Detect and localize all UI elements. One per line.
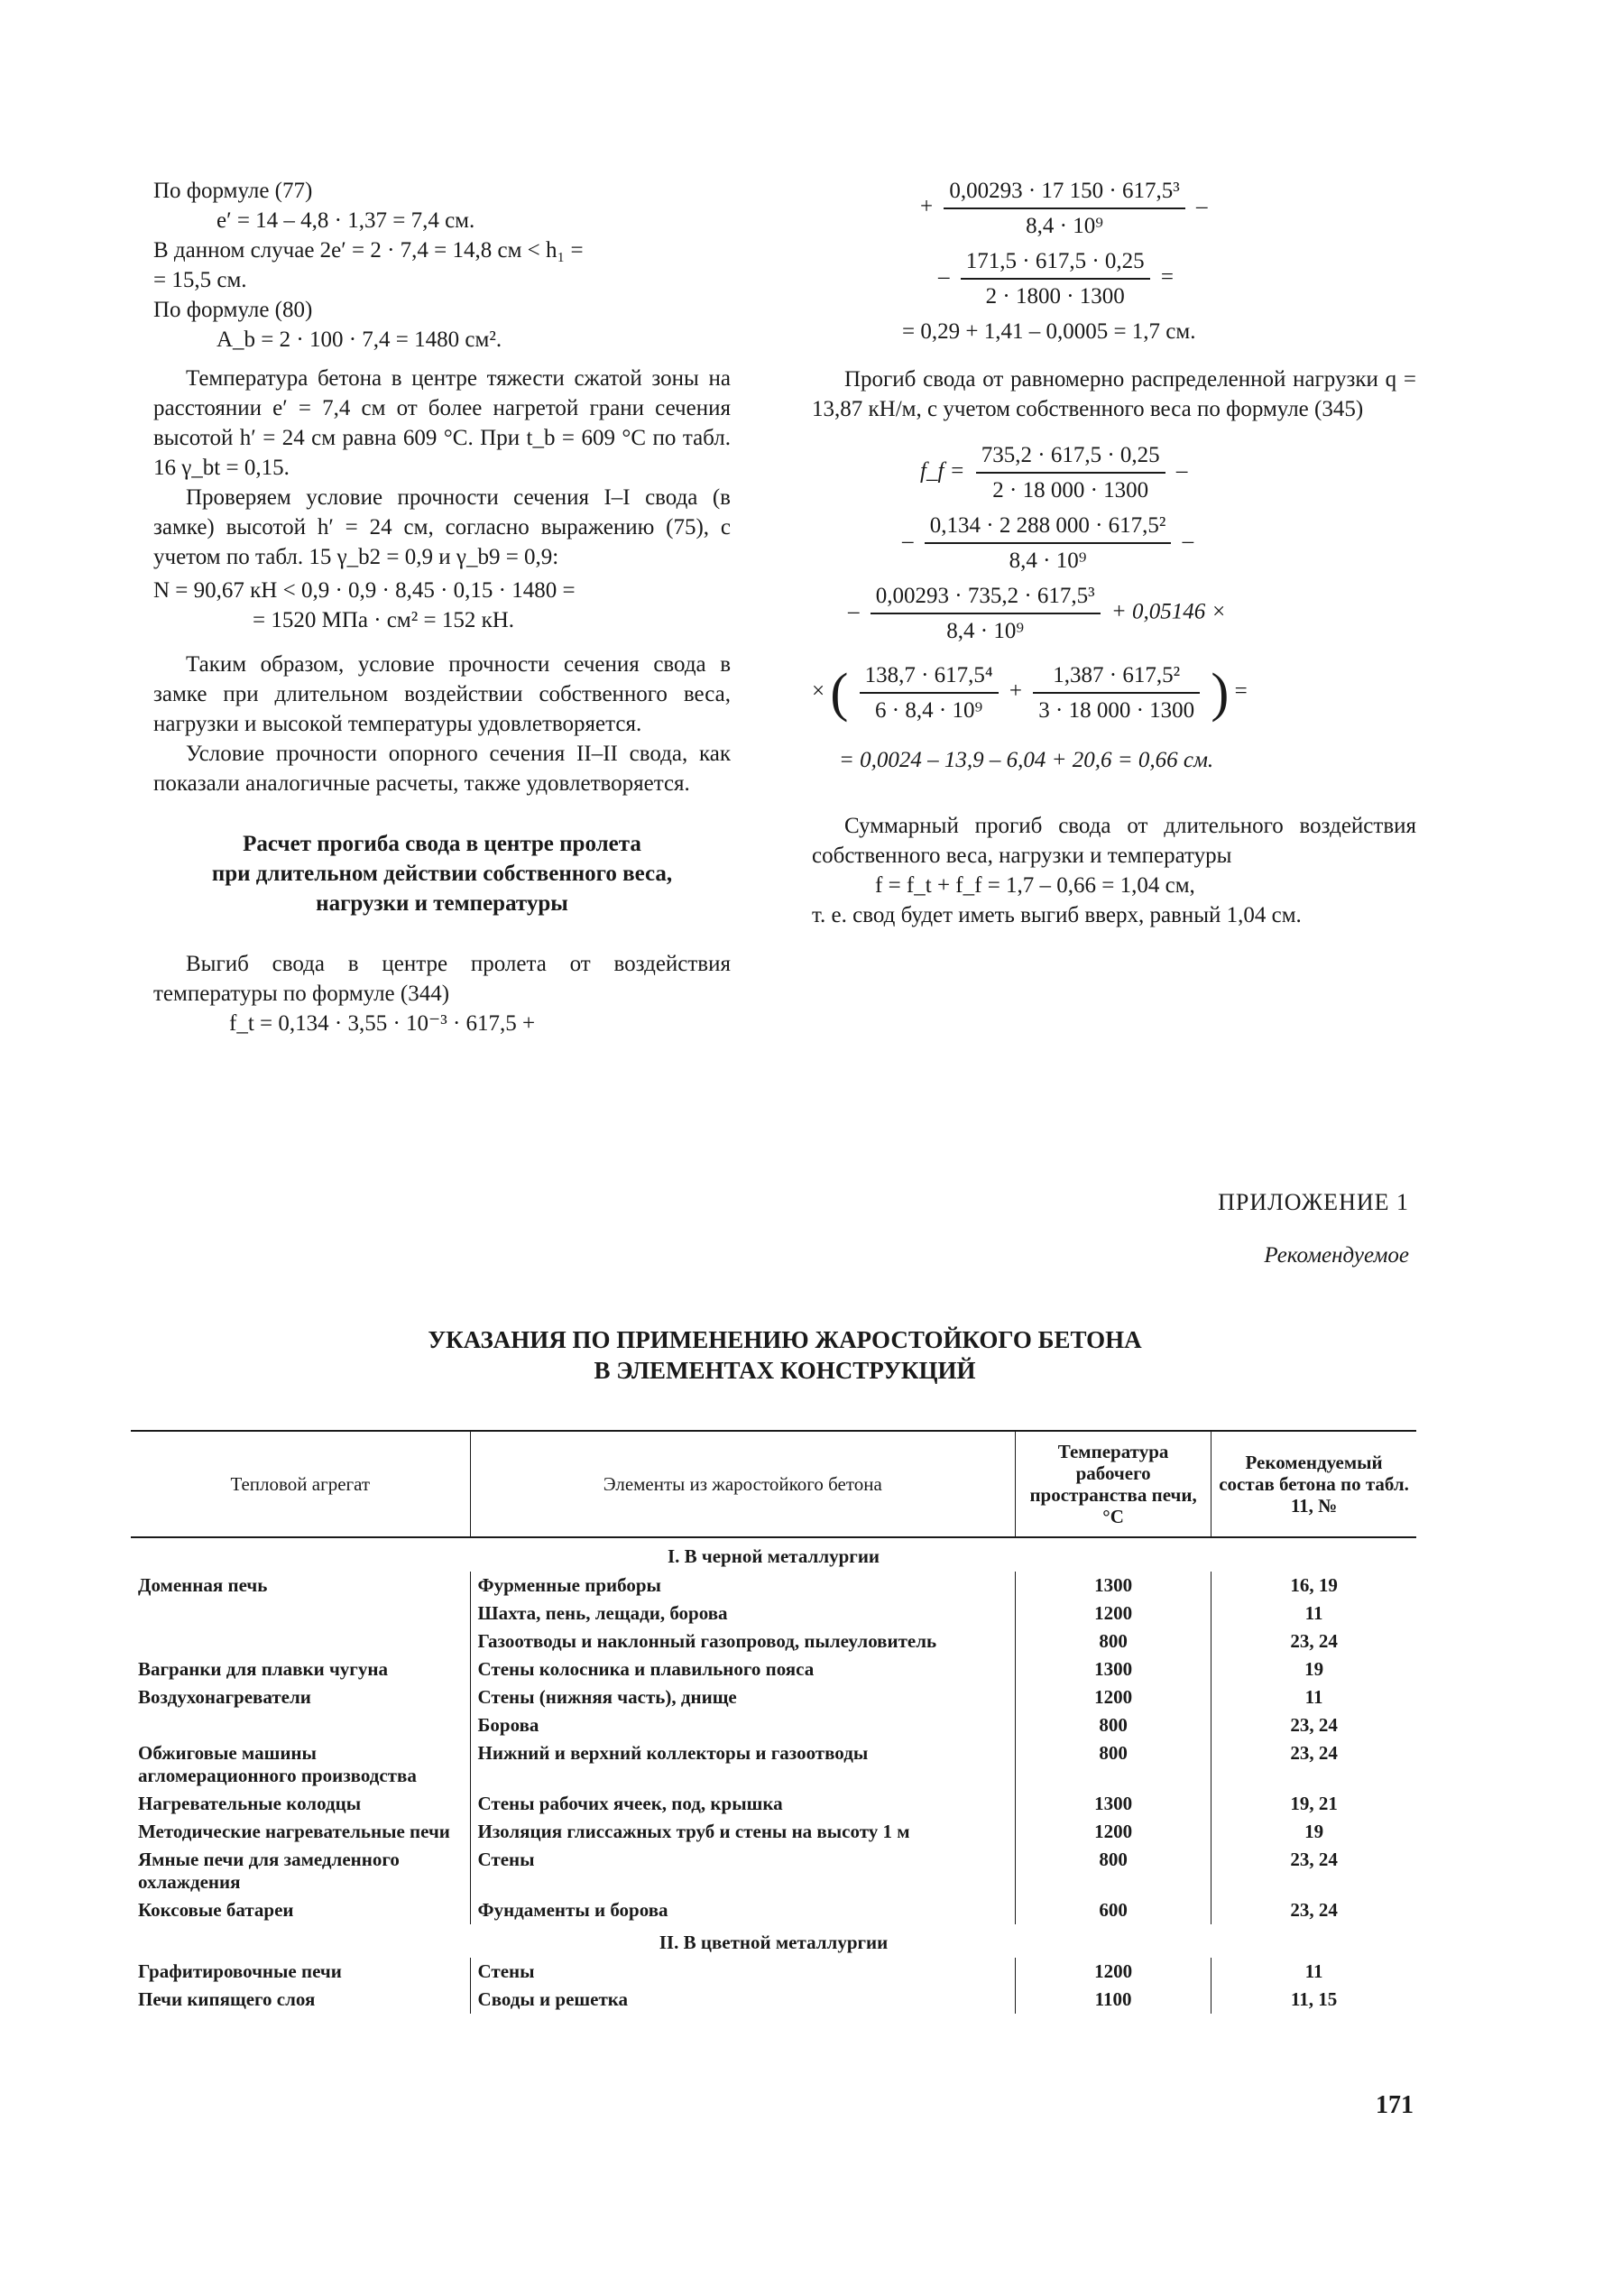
- left-paren: (: [830, 662, 849, 723]
- cell-element: Изоляция глиссажных труб и стены на высоту 1 м: [470, 1818, 1016, 1846]
- table-row: [131, 1846, 1416, 1896]
- table-row: [131, 1739, 1416, 1790]
- cell-temperature: 600: [1016, 1896, 1211, 1924]
- cell-element: Стены рабочих ячеек, под, крышка: [470, 1790, 1016, 1818]
- cell-composition: 23, 24: [1290, 1742, 1338, 1764]
- equation: = 0,0024 – 13,9 – 6,04 + 20,6 = 0,66 см.: [839, 748, 1214, 772]
- denominator: 8,4 · 10⁹: [1009, 549, 1087, 573]
- text-line: По формуле (80): [153, 298, 313, 322]
- cell-temperature: 1100: [1016, 1986, 1211, 2014]
- numerator: 0,134 · 2 288 000 · 617,5²: [925, 511, 1172, 544]
- cell-element: Стены колосника и плавильного пояса: [470, 1655, 1016, 1683]
- numerator: 171,5 · 617,5 · 0,25: [961, 246, 1150, 280]
- paragraph: Проверяем условие прочности сечения I–I свода (в замке) высотой h′ = 24 см, согласно выражению (75), с учетом по табл. 15 γ_b2 = 0,9 и γ_b9 = 0,9:: [153, 485, 731, 569]
- title-line: УКАЗАНИЯ ПО ПРИМЕНЕНИЮ ЖАРОСТОЙКОГО БЕТОНА: [428, 1326, 1142, 1353]
- heading-line: при длительном действии собственного веса,: [211, 862, 673, 886]
- equation: N = 90,67 кН < 0,9 · 0,9 · 8,45 · 0,15 · 1480 =: [153, 578, 576, 603]
- equation: A_b = 2 · 100 · 7,4 = 1480 см².: [216, 327, 502, 352]
- cell-temperature: 1300: [1016, 1790, 1211, 1818]
- cell-unit: Обжиговые машины агломерационного производства: [138, 1742, 417, 1786]
- section-heading: [153, 829, 731, 918]
- table-row: [131, 1711, 1416, 1739]
- denominator: 2 · 1800 · 1300: [985, 284, 1125, 309]
- title-line: В ЭЛЕМЕНТАХ КОНСТРУКЦИЙ: [594, 1357, 976, 1384]
- text-line: В данном случае 2e′ = 2 · 7,4 = 14,8 см < h₁ =: [153, 238, 584, 263]
- formula-row: [812, 511, 1416, 576]
- cell-unit: Графитировочные печи: [138, 1960, 342, 1982]
- cell-unit: Методические нагревательные печи: [138, 1821, 450, 1842]
- text-line: т. е. свод будет иметь выгиб вверх, равный 1,04 см.: [812, 903, 1302, 927]
- cell-composition: 23, 24: [1290, 1714, 1338, 1736]
- recommendations-table: [131, 1430, 1416, 2014]
- table-row: [131, 1572, 1416, 1600]
- paragraph: Суммарный прогиб свода от длительного воздействия собственного веса, нагрузки и температуры: [812, 814, 1416, 868]
- cell-composition: 11, 15: [1290, 1988, 1338, 2010]
- table-row: [131, 1655, 1416, 1683]
- cell-composition: 23, 24: [1290, 1630, 1338, 1652]
- table-row: [131, 1958, 1416, 1986]
- cell-temperature: 1200: [1016, 1958, 1211, 1986]
- operator: ×: [812, 678, 825, 704]
- cell-unit: Печи кипящего слоя: [138, 1988, 316, 2010]
- cell-temperature: 1200: [1016, 1818, 1211, 1846]
- cell-temperature: 800: [1016, 1627, 1211, 1655]
- cell-element: Фурменные приборы: [470, 1572, 1016, 1600]
- operator: –: [1196, 194, 1208, 219]
- cell-unit: Воздухонагреватели: [138, 1686, 311, 1708]
- cell-temperature: 1300: [1016, 1572, 1211, 1600]
- appendix-subtitle: Рекомендуемое: [1264, 1243, 1409, 1268]
- table-section-row: [131, 1924, 1416, 1958]
- cell-composition: 16, 19: [1290, 1574, 1338, 1596]
- numerator: 0,00293 · 17 150 · 617,5³: [944, 176, 1184, 209]
- denominator: 8,4 · 10⁹: [1026, 214, 1103, 238]
- paragraph: Таким образом, условие прочности сечения свода в замке при длительном воздействии собственного веса, нагрузки и высокой температуры удовлетворяется.: [153, 652, 731, 736]
- operator: –: [1175, 458, 1188, 484]
- table-row: [131, 1627, 1416, 1655]
- table-row: [131, 1600, 1416, 1627]
- cell-unit: Нагревательные колодцы: [138, 1793, 362, 1814]
- table-row: [131, 1986, 1416, 2014]
- fraction: [961, 246, 1150, 311]
- document-title: [153, 1324, 1416, 1386]
- right-paren: ): [1211, 662, 1230, 723]
- cell-composition: 11: [1304, 1602, 1323, 1624]
- denominator: 3 · 18 000 · 1300: [1038, 698, 1195, 723]
- cell-composition: 11: [1304, 1686, 1323, 1708]
- section-title: II. В цветной металлургии: [659, 1932, 889, 1953]
- fraction: [860, 660, 999, 725]
- cell-unit: [131, 1600, 470, 1627]
- cell-composition: 11: [1304, 1960, 1323, 1982]
- column-header-unit: Тепловой агрегат: [131, 1431, 470, 1537]
- cell-element: Борова: [470, 1711, 1016, 1739]
- denominator: 6 · 8,4 · 10⁹: [875, 698, 983, 723]
- cell-element: Своды и решетка: [470, 1986, 1016, 2014]
- numerator: 1,387 · 617,5²: [1033, 660, 1200, 694]
- table-row: [131, 1790, 1416, 1818]
- table-header-row: [131, 1431, 1416, 1537]
- paragraph: Прогиб свода от равномерно распределенной нагрузки q = 13,87 кН/м, с учетом собственного веса по формуле (345): [812, 367, 1416, 421]
- cell-composition: 19: [1304, 1658, 1324, 1680]
- formula-row: [812, 660, 1416, 725]
- fraction: [1033, 660, 1200, 725]
- operator: –: [938, 264, 950, 290]
- equation: f = f_t + f_f = 1,7 – 0,66 = 1,04 см,: [875, 873, 1195, 898]
- fraction: [944, 176, 1184, 241]
- numerator: 0,00293 · 735,2 · 617,5³: [871, 581, 1101, 614]
- cell-temperature: 1300: [1016, 1655, 1211, 1683]
- equation: = 0,29 + 1,41 – 0,0005 = 1,7 см.: [902, 319, 1196, 344]
- cell-temperature: 1200: [1016, 1683, 1211, 1711]
- numerator: 735,2 · 617,5 · 0,25: [976, 440, 1165, 474]
- cell-unit: Ямные печи для замедленного охлаждения: [138, 1849, 400, 1893]
- operator: –: [902, 529, 914, 554]
- table-section-row: [131, 1537, 1416, 1572]
- section-title: I. В черной металлургии: [667, 1545, 880, 1567]
- equation: e′ = 14 – 4,8 · 1,37 = 7,4 см.: [216, 208, 475, 233]
- cell-element: Стены: [470, 1958, 1016, 1986]
- cell-element: Стены: [470, 1846, 1016, 1896]
- operator: + 0,05146 ×: [1110, 599, 1227, 624]
- operator: =: [1234, 678, 1248, 704]
- cell-temperature: 1200: [1016, 1600, 1211, 1627]
- operator: =: [1160, 264, 1175, 290]
- fraction: [976, 440, 1165, 505]
- operator: f_f =: [920, 458, 965, 484]
- cell-element: Шахта, пень, лещади, борова: [470, 1600, 1016, 1627]
- denominator: 8,4 · 10⁹: [946, 619, 1025, 643]
- cell-composition: 19: [1304, 1821, 1324, 1842]
- text-line: = 15,5 см.: [153, 268, 247, 292]
- table-row: [131, 1896, 1416, 1924]
- formula-row: [812, 581, 1416, 646]
- cell-unit: [131, 1711, 470, 1739]
- formula-row: [812, 176, 1416, 241]
- numerator: 138,7 · 617,5⁴: [860, 660, 999, 694]
- fraction: [925, 511, 1172, 576]
- operator: –: [1182, 529, 1194, 554]
- paragraph: Условие прочности опорного сечения II–II свода, как показали аналогичные расчеты, также удовлетворяется.: [153, 742, 731, 796]
- appendix-label: ПРИЛОЖЕНИЕ 1: [1218, 1189, 1409, 1215]
- cell-element: Стены (нижняя часть), днище: [470, 1683, 1016, 1711]
- heading-line: нагрузки и температуры: [316, 891, 568, 916]
- heading-line: Расчет прогиба свода в центре пролета: [243, 832, 641, 856]
- formula-row: [812, 440, 1416, 505]
- table-row: [131, 1683, 1416, 1711]
- cell-element: Фундаменты и борова: [470, 1896, 1016, 1924]
- cell-unit: Коксовые батареи: [138, 1899, 294, 1921]
- left-column: [153, 176, 731, 1038]
- equation: f_t = 0,134 · 3,55 · 10⁻³ · 617,5 +: [229, 1011, 536, 1036]
- page-number: 171: [1376, 2091, 1414, 2119]
- cell-temperature: 800: [1016, 1711, 1211, 1739]
- cell-composition: 19, 21: [1290, 1793, 1338, 1814]
- cell-temperature: 800: [1016, 1846, 1211, 1896]
- formula-row: [812, 246, 1416, 311]
- text-line: По формуле (77): [153, 179, 313, 203]
- right-column: [812, 176, 1416, 930]
- equation: = 1520 МПа · см² = 152 кН.: [253, 608, 515, 632]
- cell-element: Газоотводы и наклонный газопровод, пылеуловитель: [470, 1627, 1016, 1655]
- operator: –: [848, 599, 860, 624]
- operator: +: [920, 194, 934, 219]
- cell-composition: 23, 24: [1290, 1899, 1338, 1921]
- cell-temperature: 800: [1016, 1739, 1211, 1790]
- column-header-composition: Рекомендуемый состав бетона по табл. 11, №: [1211, 1431, 1416, 1537]
- paragraph: Температура бетона в центре тяжести сжатой зоны на расстоянии e′ = 7,4 см от более нагретой грани сечения высотой h′ = 24 см равна 609 °C. При t_b = 609 °C по табл. 16 γ_bt = 0,15.: [153, 366, 731, 480]
- cell-composition: 23, 24: [1290, 1849, 1338, 1870]
- cell-element: Нижний и верхний коллекторы и газоотводы: [470, 1739, 1016, 1790]
- cell-unit: Доменная печь: [138, 1574, 268, 1596]
- operator: +: [1009, 678, 1022, 704]
- denominator: 2 · 18 000 · 1300: [992, 478, 1149, 503]
- column-header-elements: Элементы из жаростойкого бетона: [470, 1431, 1016, 1537]
- cell-unit: [131, 1627, 470, 1655]
- paragraph: Выгиб свода в центре пролета от воздействия температуры по формуле (344): [153, 952, 731, 1006]
- cell-unit: Вагранки для плавки чугуна: [138, 1658, 388, 1680]
- column-header-temperature: Температура рабочего пространства печи, °C: [1016, 1431, 1211, 1537]
- table-row: [131, 1818, 1416, 1846]
- fraction: [871, 581, 1101, 646]
